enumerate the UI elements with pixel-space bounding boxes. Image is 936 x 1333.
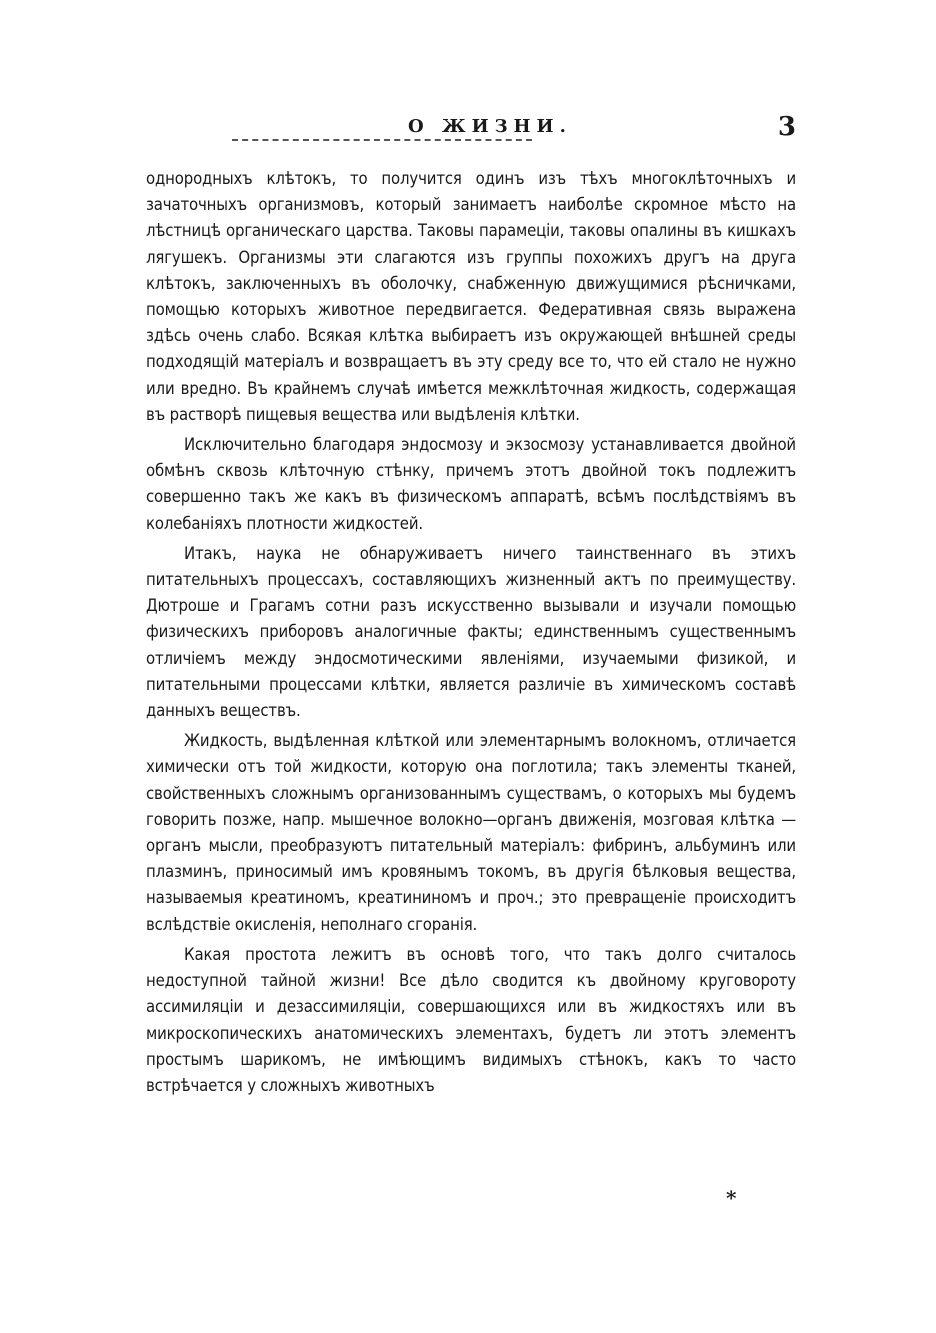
paragraph-5: Какая простота лежитъ въ основѣ того, что такъ долго считалось недоступной тайной жизни! Все дѣло сводится къ двойному круговороту ассимиляціи и дезассимиляціи, совершающихся или въ жидкостяхъ или въ микроскопическихъ анатомическихъ элементахъ, будетъ ли этотъ элементъ простымъ шарикомъ, не имѣющимъ видимыхъ стѣнокъ, какъ то часто встрѣчается у сложныхъ животныхъ <box>146 944 796 1095</box>
paragraph-1: однородныхъ клѣтокъ, то получится одинъ изъ тѣхъ многоклѣточныхъ и зачаточныхъ организмовъ, который занимаетъ наиболѣе скромное мѣсто на лѣстницѣ органическаго царства. Таковы парамеціи, таковы опалины въ кишкахъ лягушекъ. Организмы эти слагаются изъ группы похожихъ другъ на друга клѣтокъ, заключенныхъ въ оболочку, снабженную движущимися рѣсничками, помощью которыхъ животное передвигается. Федеративная связь выражена здѣсь очень слабо. Всякая клѣтка выбираетъ изъ окружающей внѣшней среды подходящій матеріалъ и возвращаетъ въ эту среду все то, что ей стало не нужно или вредно. Въ крайнемъ случаѣ имѣется межклѣточная жидкость, содержащая въ растворѣ пищевыя вещества или выдѣленія клѣтки. <box>146 169 796 424</box>
body-text <box>146 166 796 1103</box>
page-header <box>146 110 796 150</box>
running-title: О ЖИЗНИ. <box>408 116 572 137</box>
paragraph-4: Жидкость, выдѣленная клѣткой или элементарнымъ волокномъ, отличается химически отъ той жидкости, которую она поглотила; такъ элементы тканей, свойственныхъ сложнымъ организованнымъ существамъ, о которыхъ мы будемъ говорить позже, напр. мышечное волокно—органъ движенія, мозговая клѣтка — органъ мысли, преобразуютъ питательный матеріалъ: фибринъ, альбуминъ или плазминъ, приносимый имъ кровянымъ токомъ, въ другія бѣлковыя вещества, называемыя креатиномъ, креатининомъ и проч.; это превращеніе происходитъ вслѣдствіе окисленія, неполнаго сгоранія. <box>146 731 796 934</box>
page-number: 3 <box>777 112 796 142</box>
paragraph-3: Итакъ, наука не обнаруживаетъ ничего таинственнаго въ этихъ питательныхъ процессахъ, составляющихъ жизненный актъ по преимуществу. Дютроше и Грагамъ сотни разъ искусственно вызывали и изучали помощью физическихъ приборовъ аналогичные факты; единственнымъ существеннымъ отличіемъ между эндосмотическими явленіями, изучаемыми физикой, и питательными процессами клѣтки, является различіе въ химическомъ составѣ данныхъ веществъ. <box>146 543 796 721</box>
paragraph-2: Исключительно благодаря эндосмозу и экзосмозу устанавливается двойной обмѣнъ сквозь клѣточную стѣнку, причемъ этотъ двойной токъ подлежитъ совершенно такъ же какъ въ физическомъ аппаратѣ, всѣмъ послѣдствіямъ въ колебаніяхъ плотности жидкостей. <box>146 435 796 533</box>
header-rule <box>232 139 532 141</box>
signature-mark: * <box>726 1186 737 1210</box>
